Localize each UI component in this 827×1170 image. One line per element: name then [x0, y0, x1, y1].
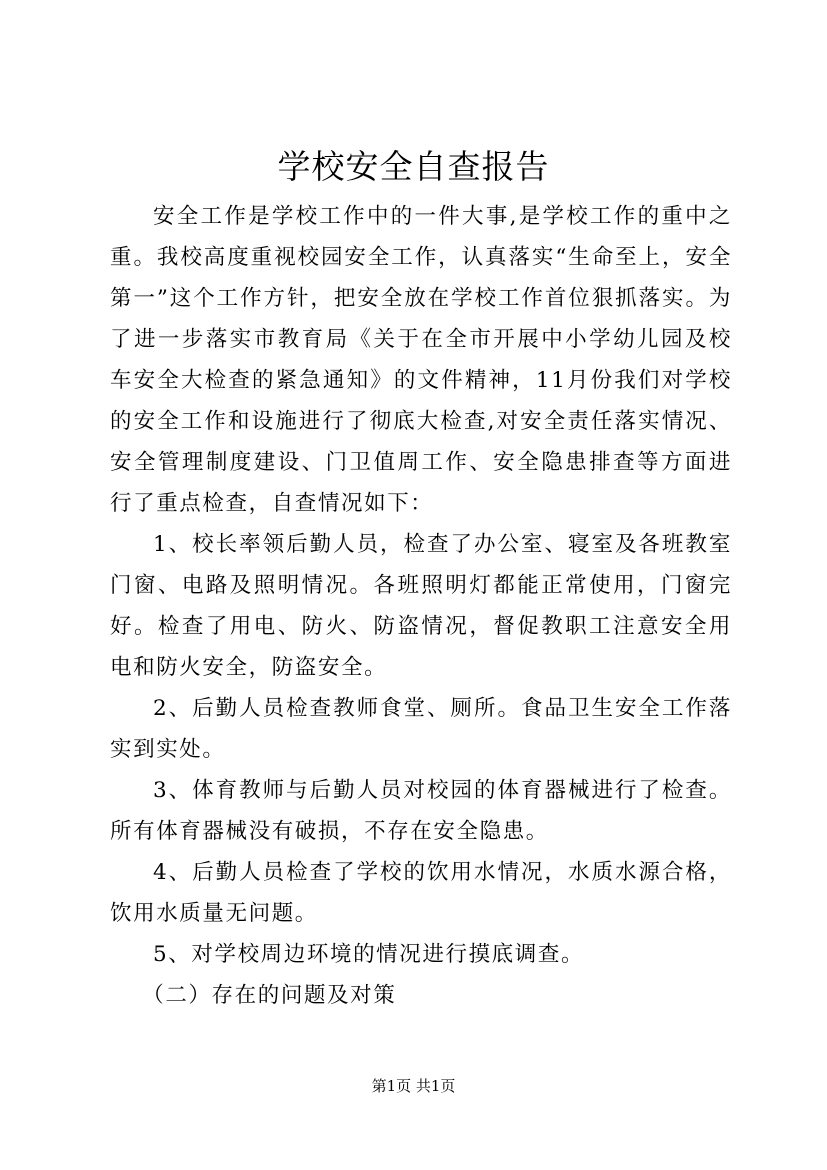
- paragraph-item-3: 3、体育教师与后勤人员对校园的体育器械进行了检查。所有体育器械没有破损，不存在安全隐患。: [110, 778, 732, 844]
- paragraph-item-4: 4、后勤人员检查了学校的饮用水情况，水质水源合格，饮用水质量无问题。: [110, 860, 732, 926]
- section-heading: （二）存在的问题及对策: [142, 983, 397, 1008]
- document-body: [110, 196, 732, 1016]
- paragraph-item-5: 5、对学校周边环境的情况进行摸底调查。: [153, 942, 585, 967]
- paragraph-item-2: 2、后勤人员检查教师食堂、厕所。食品卫生安全工作落实到实处。: [110, 696, 732, 762]
- document-title: 学校安全自查报告: [277, 147, 550, 186]
- page-footer: 第1页 共1页: [371, 1077, 456, 1095]
- paragraph-item-1: 1、校长率领后勤人员，检查了办公室、寝室及各班教室门窗、电路及照明情况。各班照明灯都能正常使用，门窗完好。检查了用电、防火、防盗情况，督促教职工注意安全用电和防火安全，防盗安全。: [110, 532, 732, 680]
- paragraph-intro: 安全工作是学校工作中的一件大事,是学校工作的重中之重。我校高度重视校园安全工作，认真落实“生命至上，安全第一”这个工作方针，把安全放在学校工作首位狠抓落实。为了进一步落实市教育局《关于在全市开展中小学幼儿园及校车安全大检查的紧急通知》的文件精神，11月份我们对学校的安全工作和设施进行了彻底大检查,对安全责任落实情况、安全管理制度建设、门卫值周工作、安全隐患排查等方面进行了重点检查，自查情况如下：: [110, 204, 732, 516]
